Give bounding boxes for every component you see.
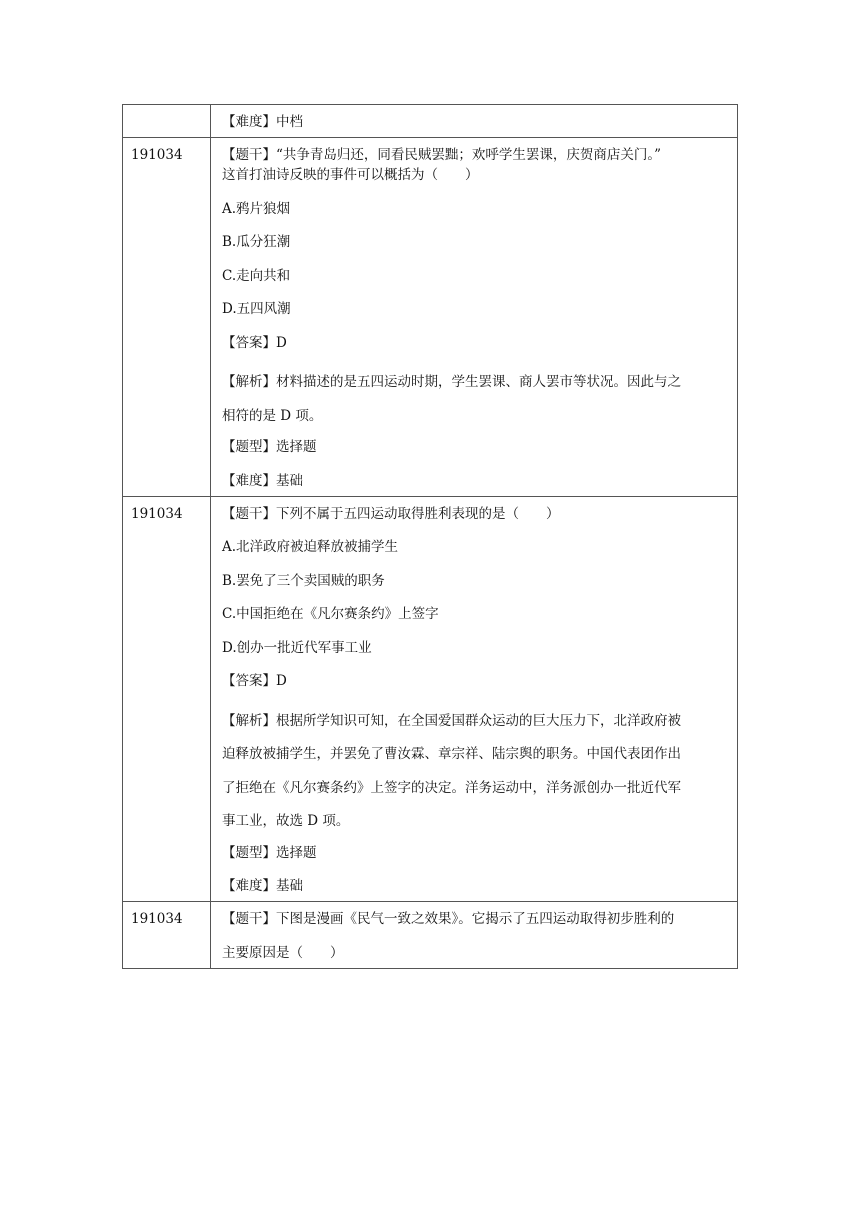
question-content [211, 496, 738, 902]
analysis-line: 事工业，故选 D 项。 [222, 813, 350, 829]
stem-line: 【题干】下列不属于五四运动取得胜利表现的是（ ） [222, 505, 560, 522]
answer-line: 【答案】D [222, 334, 287, 351]
question-content [211, 138, 738, 497]
question-id: 191034 [123, 138, 211, 497]
difficulty-line: 【难度】中档 [222, 114, 303, 130]
analysis-block [222, 705, 729, 839]
option-b: B.瓜分狂潮 [222, 234, 291, 250]
analysis-line: 迫释放被捕学生，并罢免了曹汝霖、章宗祥、陆宗舆的职务。中国代表团作出 [222, 746, 681, 762]
option-d: D.五四风潮 [222, 301, 291, 317]
stem-line: 【题干】“共争青岛归还，同看民贼罢黜；欢呼学生罢课，庆贺商店关门。” [222, 147, 662, 163]
analysis-line: 了拒绝在《凡尔赛条约》上签字的决定。洋务运动中，洋务派创办一批近代军 [222, 779, 681, 796]
option-a: A.鸦片狼烟 [222, 200, 291, 217]
stem-line: 【题干】下图是漫画《民气一致之效果》。它揭示了五四运动取得初步胜利的 [222, 911, 675, 927]
question-table [122, 104, 738, 969]
analysis-line: 【解析】材料描述的是五四运动时期，学生罢课、商人罢市等状况。因此与之 [222, 374, 681, 390]
question-type-line: 【题型】选择题 [222, 844, 317, 861]
difficulty-line: 【难度】基础 [222, 472, 303, 489]
table-row [123, 105, 738, 138]
table-row [123, 496, 738, 902]
question-type-line: 【题型】选择题 [222, 439, 317, 455]
question-content [211, 105, 738, 138]
question-content [211, 902, 738, 969]
analysis-block [222, 366, 729, 433]
option-d: D.创办一批近代军事工业 [222, 639, 372, 656]
table-row [123, 138, 738, 497]
analysis-line: 【解析】根据所学知识可知，在全国爱国群众运动的巨大压力下，北洋政府被 [222, 712, 681, 729]
analysis-line: 相符的是 D 项。 [222, 407, 323, 424]
question-id: 191034 [123, 902, 211, 969]
question-id [123, 105, 211, 138]
stem-line: 这首打油诗反映的事件可以概括为（ ） [222, 167, 479, 183]
difficulty-line: 【难度】基础 [222, 878, 303, 894]
option-b: B.罢免了三个卖国贼的职务 [222, 572, 385, 589]
table-row [123, 902, 738, 969]
option-c: C.走向共和 [222, 267, 291, 284]
option-a: A.北洋政府被迫释放被捕学生 [222, 539, 399, 555]
option-c: C.中国拒绝在《凡尔赛条约》上签字 [222, 606, 439, 622]
stem-block [222, 909, 729, 963]
question-id: 191034 [123, 496, 211, 902]
answer-line: 【答案】D [222, 673, 287, 689]
stem-line: 主要原因是（ ） [222, 944, 344, 961]
